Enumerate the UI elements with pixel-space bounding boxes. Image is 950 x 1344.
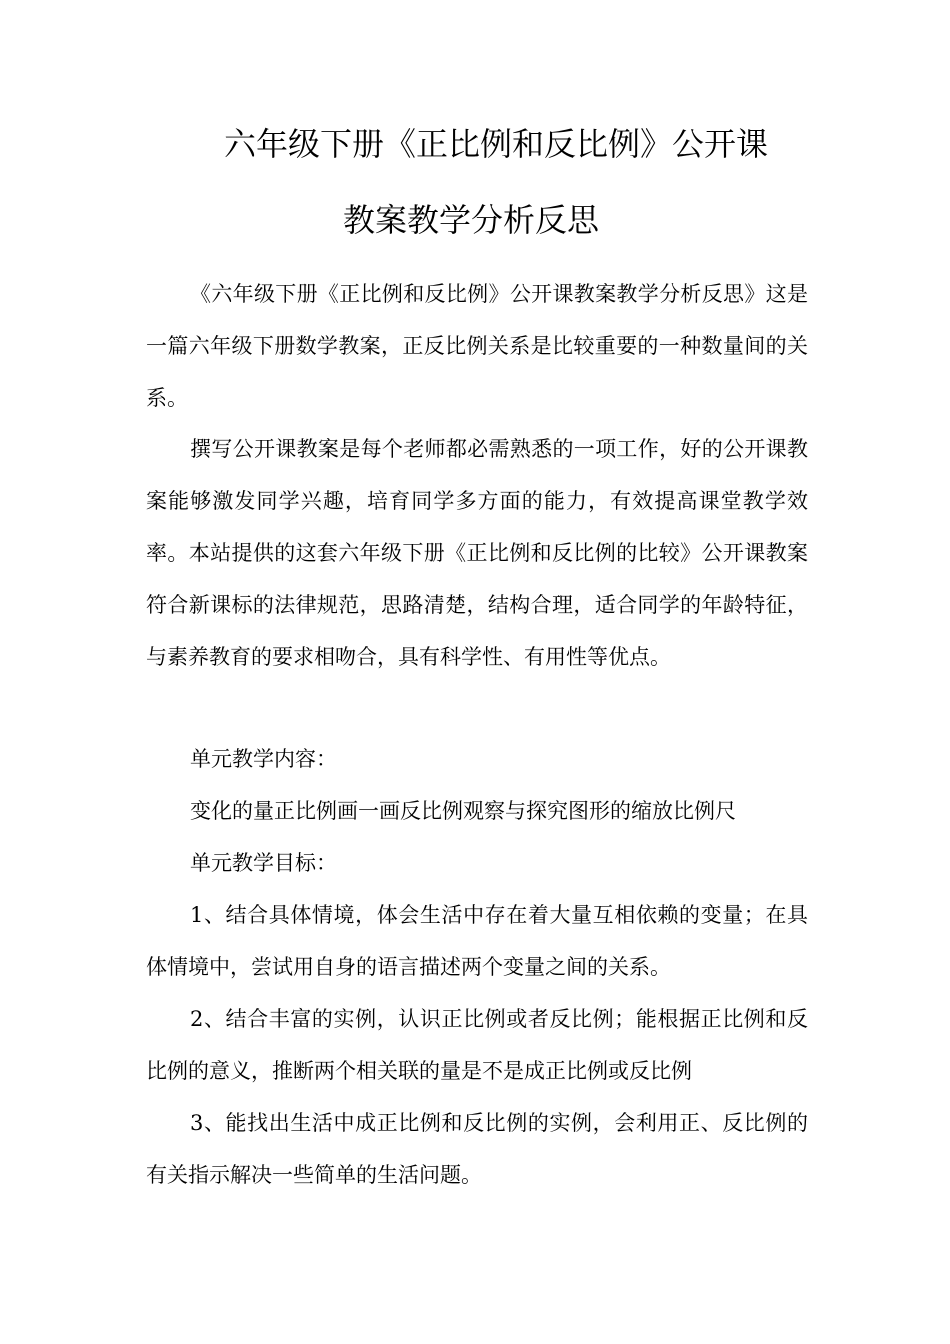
paragraph-goal-1: 1、结合具体情境，体会生活中存在着大量互相依赖的变量；在具体情境中，尝试用自身的语言描述两个变量之间的关系。	[146, 903, 808, 979]
paragraph-unit-goals-heading: 单元教学目标：	[190, 851, 337, 875]
description-block	[146, 423, 808, 683]
paragraph-description: 撰写公开课教案是每个老师都必需熟悉的一项工作，好的公开课教案能够激发同学兴趣，培育同学多方面的能力，有效提高课堂教学效率。本站提供的这套六年级下册《正比例和反比例的比较》公开课教案符合新课标的法律规范，思路清楚，结构合理，适合同学的年龄特征，与素养教育的要求相吻合，具有科学性、有用性等优点。	[146, 437, 808, 669]
paragraph-intro: 《六年级下册《正比例和反比例》公开课教案教学分析反思》这是一篇六年级下册数学教案，正反比例关系是比较重要的一种数量间的关系。	[146, 282, 808, 410]
intro-block	[146, 268, 808, 424]
paragraph-unit-content-heading: 单元教学内容：	[190, 747, 337, 771]
paragraph-goal-2: 2、结合丰富的实例，认识正比例或者反比例；能根据正比例和反比例的意义，推断两个相关联的量是不是成正比例或反比例	[146, 1007, 808, 1083]
document-title-line-2: 教案教学分析反思	[343, 201, 600, 239]
document-title-line-1: 六年级下册《正比例和反比例》公开课	[224, 125, 769, 163]
unit-content-block	[146, 733, 808, 1201]
paragraph-goal-3: 3、能找出生活中成正比例和反比例的实例，会利用正、反比例的有关指示解决一些简单的生活问题。	[146, 1111, 808, 1187]
paragraph-unit-content: 变化的量正比例画一画反比例观察与探究图形的缩放比例尺	[190, 799, 736, 823]
